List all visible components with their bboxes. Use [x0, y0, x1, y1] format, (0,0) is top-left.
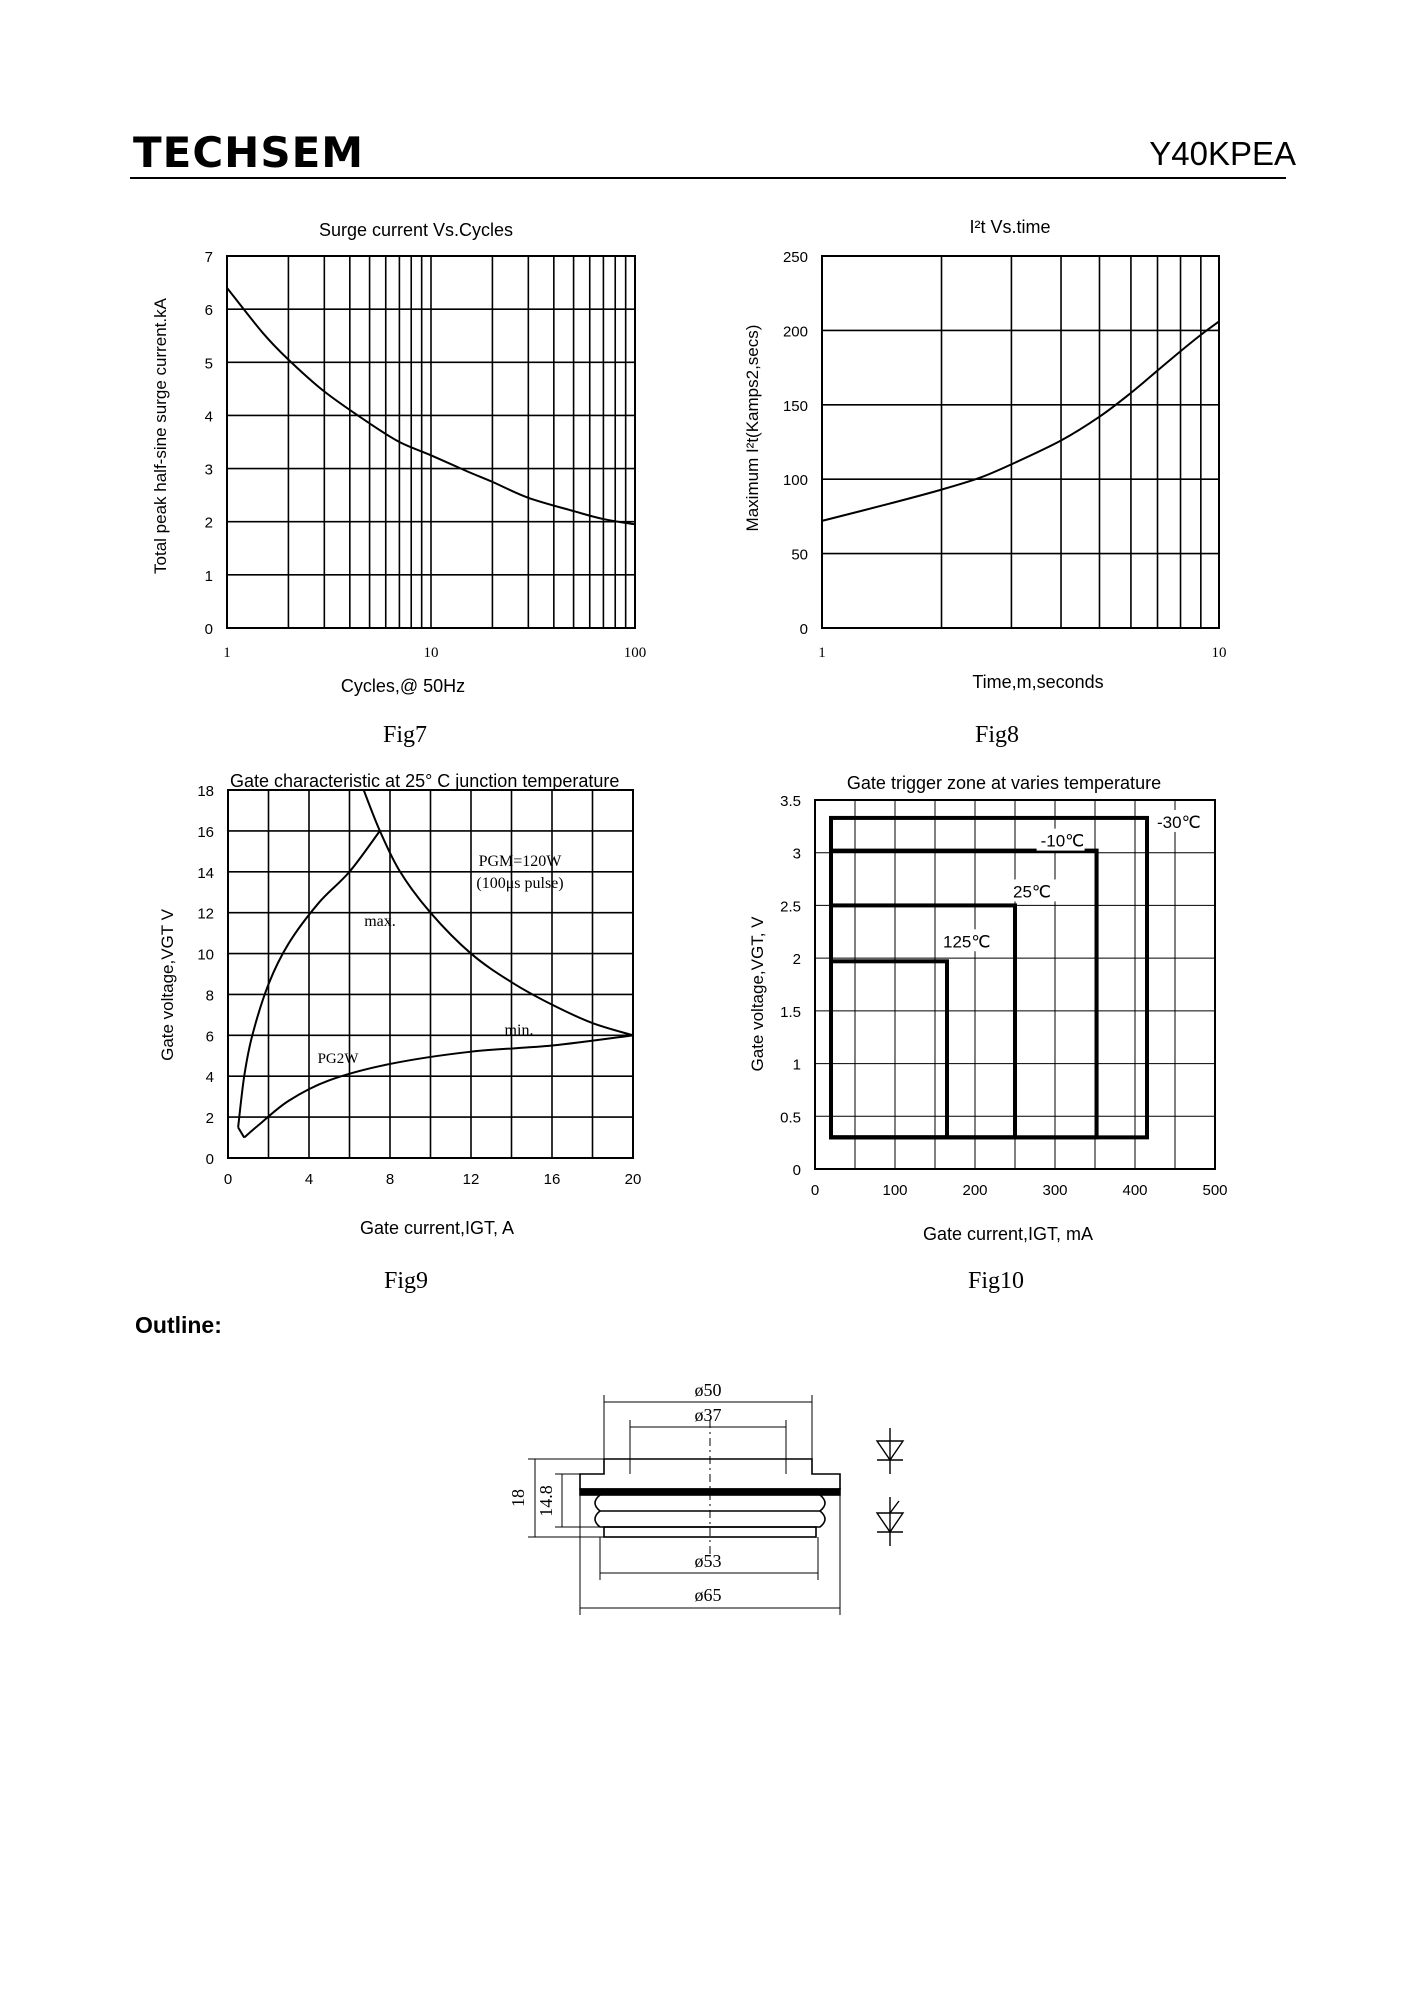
fig10-zone-label-1: -10℃: [1040, 831, 1085, 851]
fig10-zone-label-0: -30℃: [1157, 812, 1201, 832]
fig9-ytick-label: 14: [197, 864, 214, 882]
outline-drawing: [528, 1395, 903, 1615]
fig9-xtick-label: 4: [304, 1171, 314, 1188]
dim-37-label: ø37: [694, 1405, 722, 1425]
thyristor-symbol-top: [877, 1428, 903, 1474]
fig7-ytick-label: 7: [204, 249, 213, 266]
fig7-xlabel: Cycles,@ 50Hz: [340, 676, 466, 696]
dim-18-label: 18: [508, 1489, 528, 1507]
fig10-ytick-label: 3: [792, 845, 801, 863]
fig8-ytick-label: 250: [782, 249, 808, 266]
fig8-ytick-label: 0: [799, 621, 808, 638]
fig7-ytick-label: 5: [204, 355, 213, 373]
fig7-ylabel: Total peak half-sine surge current.kA: [151, 298, 170, 574]
fig8-ylabel: Maximum I²t(Kamps2,secs): [743, 324, 762, 532]
fig9-series-1: [244, 1035, 633, 1137]
fig9-ytick-label: 4: [205, 1069, 214, 1087]
fig10-chart: [748, 773, 1228, 1294]
fig8-xtick-label: 1: [818, 645, 826, 661]
fig10-xtick-label: 300: [1042, 1182, 1068, 1199]
fig7-ytick-label: 3: [204, 461, 213, 479]
fig10-zone-0: [831, 818, 1147, 1137]
dim-14-8-label: 14.8: [536, 1485, 556, 1517]
fig10-xtick-label: 500: [1202, 1182, 1228, 1199]
fig9-ytick-label: 12: [197, 905, 214, 923]
fig9-max-label: max.: [364, 913, 396, 930]
fig8-title: I²t Vs.time: [969, 217, 1051, 237]
fig10-ytick-label: 2.5: [780, 898, 801, 916]
fig7-xtick-label: 100: [623, 645, 647, 661]
fig9-xtick-label: 16: [543, 1171, 561, 1188]
fig9-ytick-label: 2: [205, 1110, 214, 1128]
fig10-xtick-label: 200: [962, 1182, 988, 1199]
fig9-xtick-label: 20: [624, 1171, 642, 1188]
fig7-caption: Fig7: [382, 722, 428, 748]
fig9-xtick-label: 0: [223, 1171, 233, 1188]
fig10-ytick-label: 0: [792, 1162, 801, 1179]
fig7-ytick-label: 4: [204, 408, 213, 426]
fig7-ytick-label: 2: [204, 514, 213, 532]
fig7-title: Surge current Vs.Cycles: [318, 220, 514, 240]
fig9-pgm-line2: (100μs pulse): [476, 875, 564, 892]
fig9-series-2: [238, 1127, 244, 1137]
brand-logo: TECHSEM: [133, 128, 365, 177]
fig9-xtick-label: 8: [385, 1171, 395, 1188]
fig9-min-label: min.: [504, 1022, 534, 1039]
dim-50-label: ø50: [694, 1380, 722, 1400]
fig8-xlabel: Time,m,seconds: [972, 672, 1104, 692]
fig9-ytick-label: 6: [205, 1028, 214, 1046]
fig9-xtick-label: 12: [462, 1171, 480, 1188]
fig9-pgm-line1: PGM=120W: [478, 853, 562, 870]
fig8-caption: Fig8: [974, 722, 1020, 748]
fig10-xlabel: Gate current,IGT, mA: [922, 1224, 1094, 1244]
dim-53-label: ø53: [694, 1551, 722, 1571]
fig9-ytick-label: 16: [197, 823, 214, 841]
fig7-ytick-label: 0: [204, 621, 213, 638]
fig8-series-0: [822, 321, 1219, 520]
fig10-ytick-label: 1: [792, 1056, 801, 1074]
fig7-xtick-label: 1: [223, 645, 231, 661]
fig9-chart: [158, 771, 641, 1294]
fig7-chart: [151, 220, 646, 748]
fig7-ytick-label: 1: [204, 567, 213, 585]
fig10-ytick-label: 0.5: [780, 1109, 801, 1127]
fig10-xtick-label: 100: [882, 1182, 908, 1199]
fig8-ytick-label: 50: [791, 546, 808, 564]
fig9-caption: Fig9: [383, 1268, 429, 1294]
fig10-ytick-label: 1.5: [780, 1003, 801, 1021]
fig10-title: Gate trigger zone at varies temperature: [846, 773, 1162, 793]
fig9-ytick-label: 10: [197, 946, 214, 964]
fig10-zone-label-3: 125℃: [943, 932, 991, 952]
fig9-xlabel: Gate current,IGT, A: [359, 1218, 515, 1238]
fig10-zone-3: [831, 961, 947, 1137]
fig10-ylabel: Gate voltage,VGT, V: [748, 916, 767, 1072]
fig8-xtick-label: 10: [1211, 645, 1227, 661]
fig10-ytick-label: 2: [792, 951, 801, 969]
fig8-ytick-label: 100: [782, 472, 808, 490]
dim-65-label: ø65: [694, 1585, 722, 1605]
model-number: Y40KPEA: [1149, 135, 1296, 172]
fig10-xtick-label: 400: [1122, 1182, 1148, 1199]
fig8-chart: [743, 217, 1227, 748]
fig9-ytick-label: 0: [205, 1151, 214, 1168]
fig9-ylabel: Gate voltage,VGT V: [158, 909, 177, 1061]
fig8-ytick-label: 150: [782, 397, 808, 415]
fig9-ytick-label: 8: [205, 987, 214, 1005]
fig7-ytick-label: 6: [204, 302, 213, 320]
fig9-title: Gate characteristic at 25° C junction temperature: [230, 771, 620, 791]
fig10-ytick-label: 3.5: [780, 793, 801, 810]
fig8-plot-frame: [822, 256, 1219, 628]
fig9-pg-label: PG2W: [317, 1051, 359, 1067]
thyristor-symbol-bottom: [877, 1497, 903, 1546]
fig10-xtick-label: 0: [810, 1182, 820, 1199]
fig7-xtick-label: 10: [423, 645, 439, 661]
fig10-zone-label-2: 25℃: [1013, 882, 1052, 902]
fig9-ytick-label: 18: [197, 783, 214, 800]
fig8-ytick-label: 200: [782, 323, 808, 341]
fig10-caption: Fig10: [967, 1268, 1025, 1294]
outline-title: Outline:: [135, 1312, 222, 1338]
